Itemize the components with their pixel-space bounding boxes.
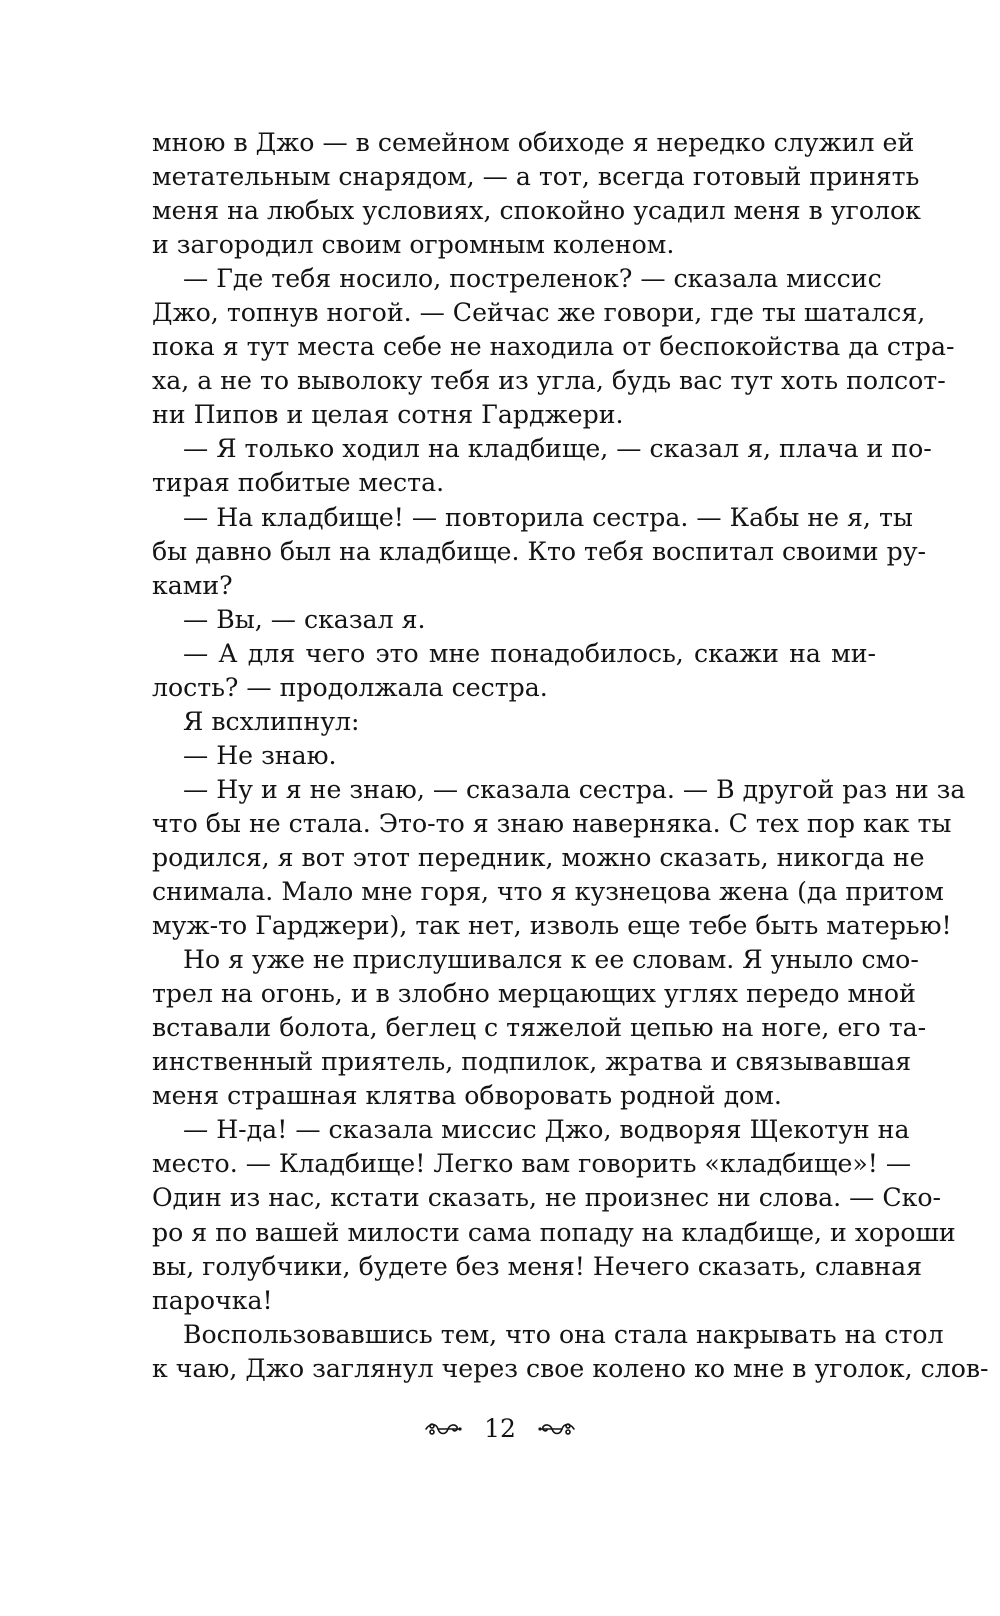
text-line: место. — Кладбище! Легко вам говорить «кладбище»! — <box>152 1149 912 1179</box>
page-number: 12 <box>484 1413 516 1443</box>
text-line: и загородил своим огромным коленом. <box>152 230 675 260</box>
text-line: инственный приятель, подпилок, жратва и связывавшая <box>152 1047 912 1077</box>
text-line: Джо, топнув ногой. — Сейчас же говори, где ты шатался, <box>152 298 926 328</box>
text-line: парочка! <box>152 1285 273 1315</box>
text-line: — А для чего это мне понадобилось, скажи на ми- <box>183 638 876 668</box>
text-line: трел на огонь, и в злобно мерцающих углях передо мной <box>152 979 916 1009</box>
text-line: пока я тут места себе не находила от беспокойства да стра- <box>152 332 955 362</box>
text-line: тирая побитые места. <box>152 468 445 498</box>
text-line: родился, я вот этот передник, можно сказать, никогда не <box>152 842 925 872</box>
text-line: — Ну и я не знаю, — сказала сестра. — В другой раз ни за <box>183 774 966 804</box>
text-line: вставали болота, беглец с тяжелой цепью на ноге, его та- <box>152 1013 927 1043</box>
text-line: — Я только ходил на кладбище, — сказал я, плача и по- <box>183 434 932 464</box>
text-line: — Вы, — сказал я. <box>183 604 426 634</box>
text-line: снимала. Мало мне горя, что я кузнецова жена (да притом <box>152 877 944 907</box>
right-flourish-icon <box>538 1418 576 1440</box>
text-line: меня страшная клятва обворовать родной дом. <box>152 1081 782 1111</box>
text-line: к чаю, Джо заглянул через свое колено ко мне в уголок, слов- <box>152 1353 989 1383</box>
text-line: ро я по вашей милости сама попаду на кладбище, и хороши <box>152 1217 956 1247</box>
text-line: метательным снарядом, — а тот, всегда готовый принять <box>152 162 920 192</box>
text-line: ками? <box>152 570 233 600</box>
text-line: — Не знаю. <box>183 740 337 770</box>
text-line: что бы не стала. Это-то я знаю наверняка. С тех пор как ты <box>152 808 952 838</box>
body-text <box>152 126 989 1386</box>
text-line: Я всхлипнул: <box>183 706 360 736</box>
text-line: Воспользовавшись тем, что она стала накрывать на стол <box>183 1319 944 1349</box>
text-line: вы, голубчики, будете без меня! Нечего сказать, славная <box>152 1251 923 1281</box>
text-line: — Н-да! — сказала миссис Джо, водворяя Щекотун на <box>183 1115 910 1145</box>
text-line: ха, а не то выволоку тебя из угла, будь вас тут хоть полсот- <box>152 366 946 396</box>
text-line: лость? — продолжала сестра. <box>152 672 548 702</box>
text-line: ни Пипов и целая сотня Гарджери. <box>152 400 624 430</box>
text-line: — Где тебя носило, постреленок? — сказала миссис <box>183 264 882 294</box>
text-line: мною в Джо — в семейном обиходе я нередко служил ей <box>152 128 915 157</box>
text-line: бы давно был на кладбище. Кто тебя воспитал своими ру- <box>152 536 927 566</box>
text-line: меня на любых условиях, спокойно усадил меня в уголок <box>152 196 921 226</box>
page-footer <box>0 1410 1000 1446</box>
text-line: — На кладбище! — повторила сестра. — Кабы не я, ты <box>183 502 913 532</box>
text-line: Но я уже не прислушивался к ее словам. Я уныло смо- <box>183 945 919 975</box>
text-line: Один из нас, кстати сказать, не произнес ни слова. — Ско- <box>152 1183 942 1213</box>
text-line: муж-то Гарджери), так нет, изволь еще тебе быть матерью! <box>152 911 952 941</box>
left-flourish-icon <box>424 1418 462 1440</box>
